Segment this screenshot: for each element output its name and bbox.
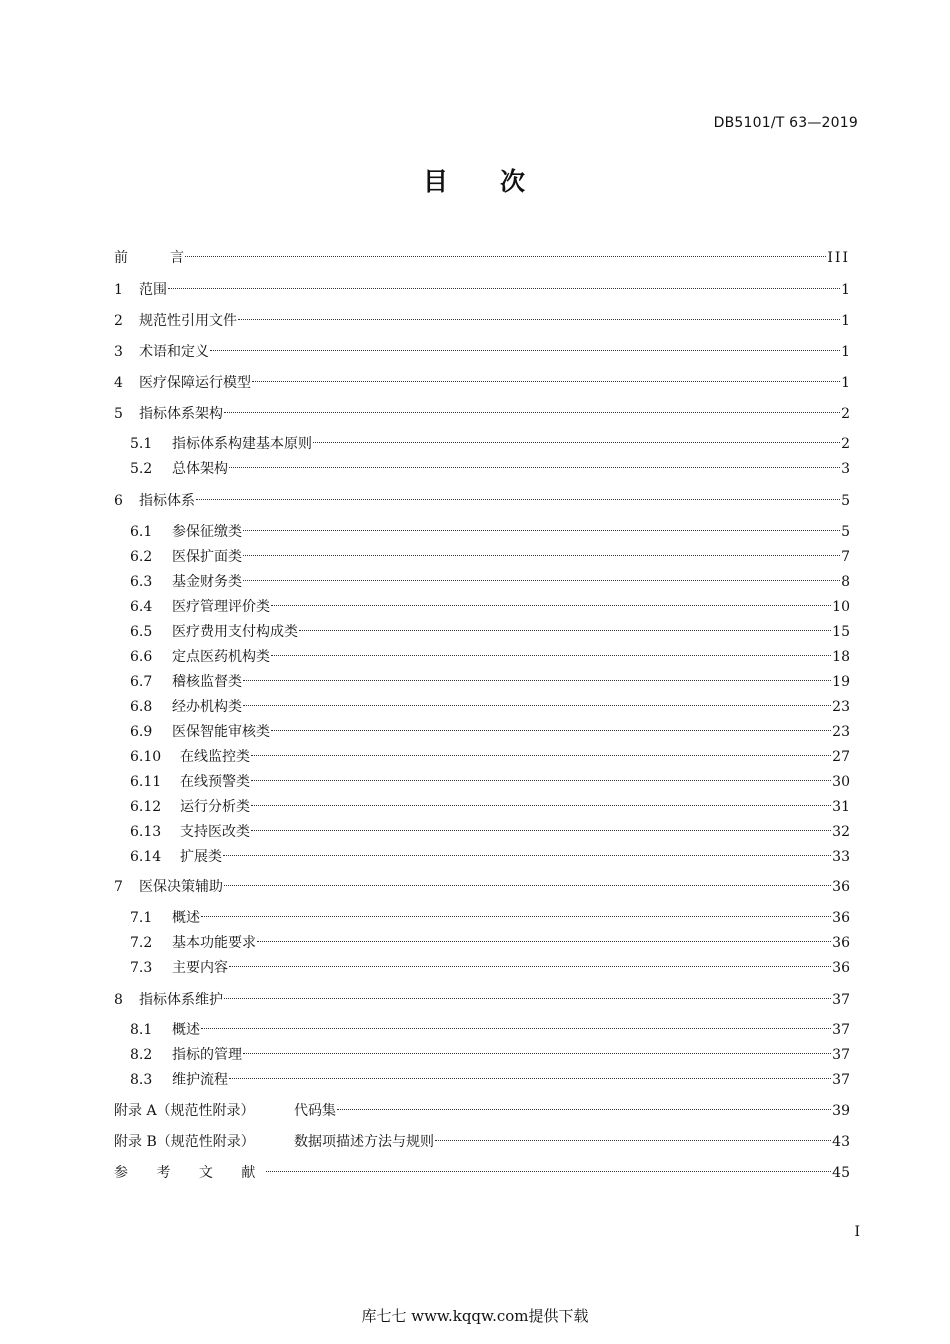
toc-entry-title: 在线预警类: [180, 774, 250, 790]
toc-entry[interactable]: [130, 1064, 850, 1088]
toc-leader-dots: [243, 541, 840, 561]
toc-entry-page: 32: [832, 824, 850, 840]
toc-entry-number: 8.1: [130, 1022, 153, 1038]
toc-entry-title: 医疗保障运行模型: [139, 375, 251, 391]
toc-entry-number: 6.14: [130, 849, 162, 865]
toc-leader-dots: [271, 716, 831, 736]
toc-leader-dots: [243, 1039, 831, 1059]
toc-entry-page: 43: [832, 1134, 850, 1150]
toc-entry-page: 1: [841, 313, 850, 329]
toc-leader-dots: [201, 902, 831, 922]
toc-entry-page: 31: [832, 799, 850, 815]
toc-entry-page: 36: [832, 879, 850, 895]
toc-entry-title: 规范性引用文件: [139, 313, 237, 329]
toc-leader-dots: [223, 841, 831, 861]
toc-leader-dots: [251, 766, 831, 786]
toc-leader-dots: [337, 1095, 831, 1115]
toc-leader-dots: [257, 927, 831, 947]
toc-entry[interactable]: [130, 591, 850, 615]
toc-entry[interactable]: [114, 242, 850, 266]
toc-leader-dots: [243, 691, 831, 711]
toc-entry-page: 15: [832, 624, 850, 640]
toc-entry-page: 1: [841, 375, 850, 391]
toc-entry-number: 5: [114, 406, 123, 422]
toc-leader-dots: [313, 428, 840, 448]
toc-entry-number: 附录 B（规范性附录）: [114, 1134, 255, 1150]
toc-entry-number: 6.4: [130, 599, 153, 615]
toc-entry-number: 6.3: [130, 574, 153, 590]
toc-entry[interactable]: [130, 691, 850, 715]
toc-entry-page: 23: [832, 724, 850, 740]
toc-entry-number: 6.12: [130, 799, 162, 815]
toc-leader-dots: [271, 641, 831, 661]
toc-entry[interactable]: [130, 766, 850, 790]
toc-entry-page: 2: [841, 436, 850, 452]
toc-entry-number: 6.13: [130, 824, 162, 840]
toc-entry-number: 6.7: [130, 674, 153, 690]
toc-entry-title: 指标的管理: [172, 1047, 242, 1063]
toc-entry[interactable]: [130, 541, 850, 565]
toc-entry-page: 37: [832, 992, 850, 1008]
toc-entry[interactable]: [114, 1126, 850, 1150]
toc-entry[interactable]: [130, 952, 850, 976]
toc-entry-title: 维护流程: [172, 1072, 228, 1088]
toc-leader-dots: [229, 952, 831, 972]
toc-leader-dots: [271, 591, 831, 611]
toc-leader-dots: [229, 453, 840, 473]
toc-entry-number: 6.9: [130, 724, 153, 740]
toc-entry-title: 医疗费用支付构成类: [172, 624, 298, 640]
toc-entry-page: 3: [841, 461, 850, 477]
toc-entry[interactable]: [114, 274, 850, 298]
toc-entry[interactable]: [114, 1157, 850, 1181]
toc-entry-page: 36: [832, 935, 850, 951]
toc-entry-page: 8: [841, 574, 850, 590]
toc-entry-number: 6.6: [130, 649, 153, 665]
toc-leader-dots: [243, 516, 840, 536]
toc-entry[interactable]: [130, 641, 850, 665]
toc-entry-page: 27: [832, 749, 850, 765]
toc-entry-title: 范围: [139, 282, 167, 298]
toc-entry-title: 在线监控类: [180, 749, 250, 765]
toc-entry-title: 总体架构: [172, 461, 228, 477]
toc-entry-page: 36: [832, 960, 850, 976]
toc-entry-title: 参 考 文 献: [114, 1165, 266, 1181]
toc-entry-page: 37: [832, 1022, 850, 1038]
toc-entry-page: 5: [841, 524, 850, 540]
toc-entry[interactable]: [130, 566, 850, 590]
toc-entry-title: 概述: [172, 1022, 200, 1038]
toc-entry-number: 6.2: [130, 549, 153, 565]
toc-entry[interactable]: [130, 902, 850, 926]
toc-entry[interactable]: [130, 516, 850, 540]
toc-entry-title: 医保扩面类: [172, 549, 242, 565]
toc-entry-page: 7: [841, 549, 850, 565]
toc-entry-page: 37: [832, 1072, 850, 1088]
toc-entry-number: 附录 A（规范性附录）: [114, 1103, 255, 1119]
toc-entry-title: 言: [170, 250, 184, 266]
toc-entry[interactable]: [130, 666, 850, 690]
toc-entry-number: 8.2: [130, 1047, 153, 1063]
toc-entry-page: III: [827, 250, 850, 266]
toc-entry-number: 6.8: [130, 699, 153, 715]
toc-entry-number: 7.3: [130, 960, 153, 976]
title-part-2: 次: [500, 167, 528, 196]
toc-entry-title: 经办机构类: [172, 699, 242, 715]
toc-leader-dots: [210, 336, 840, 356]
toc-entry-page: 2: [841, 406, 850, 422]
toc-entry-title: 指标体系构建基本原则: [172, 436, 312, 452]
toc-entry-page: 36: [832, 910, 850, 926]
toc-entry-number: 4: [114, 375, 123, 391]
toc-entry-title: 稽核监督类: [172, 674, 242, 690]
toc-entry[interactable]: [114, 336, 850, 360]
toc-entry[interactable]: [130, 1014, 850, 1038]
toc-entry[interactable]: [130, 816, 850, 840]
toc-entry-page: 18: [832, 649, 850, 665]
footer-download-notice: 库七七 www.kqqw.com提供下载: [361, 1307, 589, 1325]
toc-entry-title: 指标体系架构: [139, 406, 223, 422]
page-title: [0, 162, 950, 198]
toc-entry-title: 术语和定义: [139, 344, 209, 360]
toc-entry[interactable]: [114, 398, 850, 422]
toc-entry[interactable]: [130, 791, 850, 815]
toc-leader-dots: [243, 666, 831, 686]
toc-leader-dots: [435, 1126, 831, 1146]
toc-entry-page: 1: [841, 344, 850, 360]
toc-entry-title: 数据项描述方法与规则: [294, 1134, 434, 1150]
toc-entry-number: 8.3: [130, 1072, 153, 1088]
toc-entry[interactable]: [130, 453, 850, 477]
toc-entry[interactable]: [130, 741, 850, 765]
toc-leader-dots: [224, 984, 831, 1004]
toc-leader-dots: [299, 616, 831, 636]
toc-leader-dots: [251, 741, 831, 761]
toc-leader-dots: [224, 398, 840, 418]
toc-entry-page: 37: [832, 1047, 850, 1063]
toc-leader-dots: [266, 1157, 831, 1177]
toc-entry-number: 6.1: [130, 524, 153, 540]
toc-entry-page: 19: [832, 674, 850, 690]
toc-entry-page: 5: [841, 493, 850, 509]
toc-leader-dots: [196, 485, 840, 505]
toc-entry-title: 医保智能审核类: [172, 724, 270, 740]
toc-entry[interactable]: [130, 841, 850, 865]
toc-leader-dots: [251, 816, 831, 836]
toc-entry-number: 7.1: [130, 910, 153, 926]
toc-entry-number: 前: [114, 250, 128, 266]
toc-leader-dots: [229, 1064, 831, 1084]
toc-entry-number: 1: [114, 282, 123, 298]
toc-leader-dots: [251, 791, 831, 811]
toc-entry-title: 代码集: [294, 1103, 336, 1119]
toc-entry-page: 1: [841, 282, 850, 298]
toc-entry-number: 6.5: [130, 624, 153, 640]
toc-entry[interactable]: [130, 428, 850, 452]
toc-leader-dots: [185, 242, 826, 262]
toc-entry[interactable]: [114, 1095, 850, 1119]
toc-entry[interactable]: [114, 984, 850, 1008]
toc-entry-title: 概述: [172, 910, 200, 926]
toc-entry-page: 45: [832, 1165, 850, 1181]
toc-entry-title: 支持医改类: [180, 824, 250, 840]
toc-entry[interactable]: [114, 367, 850, 391]
toc-entry-number: 7: [114, 879, 123, 895]
toc-entry[interactable]: [130, 616, 850, 640]
toc-entry[interactable]: [114, 485, 850, 509]
toc-leader-dots: [238, 305, 840, 325]
toc-entry[interactable]: [130, 927, 850, 951]
toc-entry-title: 定点医药机构类: [172, 649, 270, 665]
toc-entry-number: 5.1: [130, 436, 153, 452]
toc-entry-number: 5.2: [130, 461, 153, 477]
toc-entry-page: 10: [832, 599, 850, 615]
toc-entry[interactable]: [114, 305, 850, 329]
toc-entry-number: 3: [114, 344, 123, 360]
toc-entry-title: 基金财务类: [172, 574, 242, 590]
toc-entry-title: 主要内容: [172, 960, 228, 976]
toc-entry-number: 8: [114, 992, 123, 1008]
toc-leader-dots: [224, 871, 831, 891]
toc-entry[interactable]: [114, 871, 850, 895]
toc-entry-page: 30: [832, 774, 850, 790]
toc-entry-page: 23: [832, 699, 850, 715]
toc-entry-title: 指标体系维护: [139, 992, 223, 1008]
toc-entry-number: 6.10: [130, 749, 162, 765]
toc-leader-dots: [201, 1014, 831, 1034]
toc-entry-page: 39: [832, 1103, 850, 1119]
toc-entry-title: 医保决策辅助: [139, 879, 223, 895]
toc-entry-title: 参保征缴类: [172, 524, 242, 540]
toc-leader-dots: [168, 274, 840, 294]
toc-entry-title: 运行分析类: [180, 799, 250, 815]
toc-entry-title: 医疗管理评价类: [172, 599, 270, 615]
toc-entry-number: 7.2: [130, 935, 153, 951]
document-code: DB5101/T 63—2019: [713, 115, 858, 131]
toc-entry-number: 2: [114, 313, 123, 329]
toc-entry-number: 6: [114, 493, 123, 509]
toc-entry-title: 基本功能要求: [172, 935, 256, 951]
toc-entry[interactable]: [130, 1039, 850, 1063]
page-number: I: [854, 1224, 860, 1240]
toc-entry-number: 6.11: [130, 774, 162, 790]
toc-entry-title: 指标体系: [139, 493, 195, 509]
toc-leader-dots: [252, 367, 840, 387]
toc-entry-page: 33: [832, 849, 850, 865]
title-part-1: 目: [422, 167, 450, 196]
toc-entry-title: 扩展类: [180, 849, 222, 865]
toc-entry[interactable]: [130, 716, 850, 740]
toc-leader-dots: [243, 566, 840, 586]
